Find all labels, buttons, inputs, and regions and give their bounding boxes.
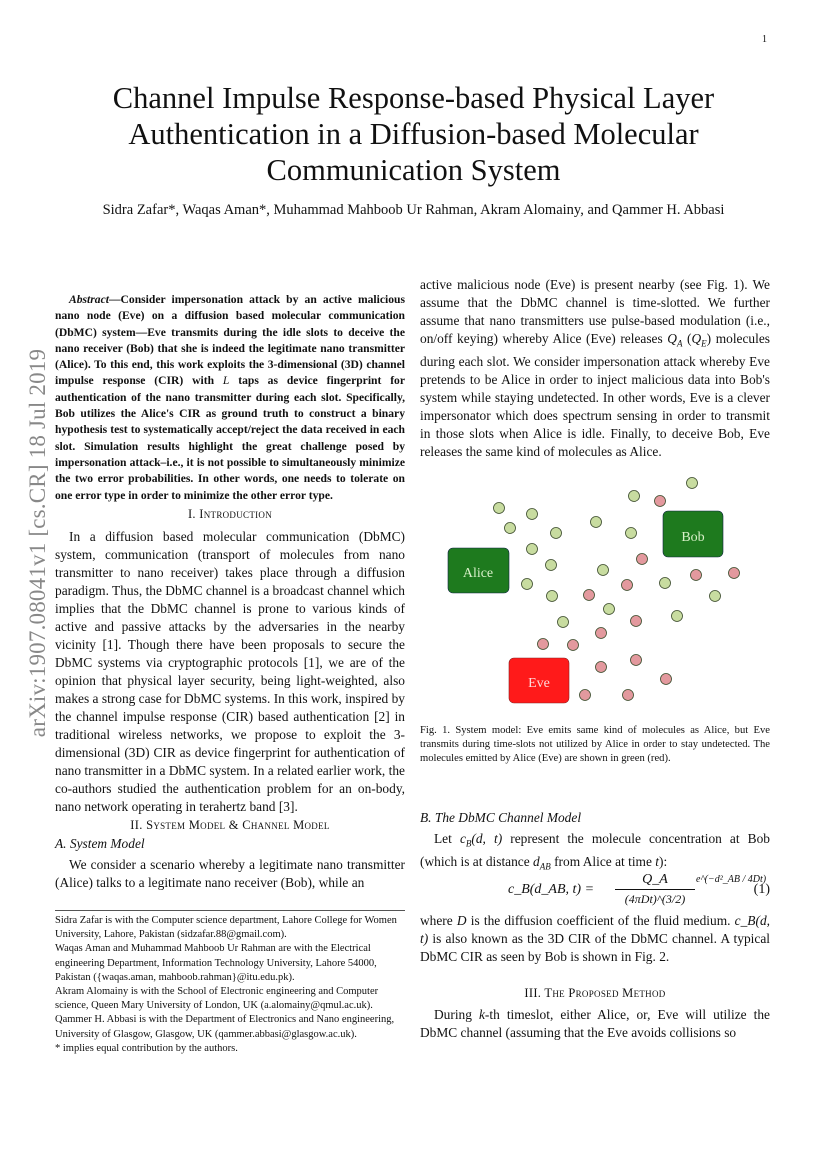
alice-molecule [604,604,615,615]
abstract-text: —Consider impersonation attack by an active malicious nano node (Eve) on a diffusion based molecular communication (DbMC) system—Eve transmits during the idle slots to deceive the nano receiver (Bob) that she is indeed the legitimate nano transmitter (Alice). To this end, this work exploits the 3-dimensional (3D) channel impulse response (CIR) with [55,293,405,388]
eve-label: Eve [528,676,550,691]
footnote: Sidra Zafar is with the Computer science department, Lahore College for Women University, Lahore, Pakistan (sidzafar.88@gmail.com). [55,915,397,941]
text: from Alice at time [550,853,656,869]
eve-molecule [596,628,607,639]
eve-molecule [655,496,666,507]
alice-molecule [687,478,698,489]
alice-molecule [591,517,602,528]
figure-caption: Fig. 1. System model: Eve emits same kind of molecules as Alice, but Eve transmits during time-slots not utilized by Alice in order to stay undetected. The molecules emitted by Alice (Eve) are shown in green (red). [420,725,770,764]
footnote: * implies equal contribution by the authors. [55,1042,238,1054]
alice-label: Alice [462,566,494,581]
eve-molecule [729,568,740,579]
math-sub: A [676,338,683,349]
text: During [434,1007,479,1022]
math-sub: B [465,838,472,849]
math: (d, t) [471,831,503,846]
arxiv-stamp: arXiv:1907.08041v1 [cs.CR] 18 Jul 2019 [25,348,50,738]
math: c [459,831,466,846]
eve-molecule [631,655,642,666]
intro-paragraph: In a diffusion based molecular communication (DbMC) system, communication (transport of molecules from nano transmitter to nano receiver) takes place through a diffusion paradigm. Thus, the DbMC channel is a broadcast channel which implies that the DbMC channel is prone to various kinds of active and passive attacks by the adversaries in the nearby vicinity [1]. Though there have been proposals to secure the DbMC systems via cryptographic protocols [1], we are of the opinion that physical layer security, being light-weighted, also makes a strong case for DbMC systems. In this work, inspired by the channel impulse response (CIR) based authentication [2] in traditional wireless networks, we propose to exploit the 3-dimensional (3D) CIR as device fingerprint for authentication of nano transmitter in a DbMC system. In a related earlier work, the co-authors studied the authentication problem for an on-body, nano network operating in terahertz band [3]. [55,529,405,814]
eve-molecule [661,674,672,685]
diffusion-paragraph [420,912,770,966]
alice-molecule [527,544,538,555]
text: molecules during each slot. We consider impersonation attack whereby Eve pretends to be Alice in order to inject malicious data into Bob's system while staying undetected. In other words, Eve is a clever impersonator which does spectrum sensing in order to transmit in those slots when Alice is idle. Finally, to deceive Bob, Eve releases the same kind of molecules as Alice. [420,331,770,459]
abstract-text-cont: taps as device fingerprint for authentication of the nano transmitter during each slot. Specifically, Bob utilizes the Alice's CIR as ground truth to construct a binary hypothesis test to systematically accept/reject the data received in each slot. Simulation results highlight the great challenge posed by impersonation attack–i.e., it is not possible to simultaneously minimize the two error probabilities. In other words, one needs to tolerate on one error type in order to minimize the other error type. [55,374,406,502]
eve-molecule [596,662,607,673]
math-L: L [222,374,230,388]
alice-molecule [558,617,569,628]
equation-number: (1) [753,882,770,897]
alice-molecule [629,491,640,502]
alice-molecule [626,528,637,539]
equation-numerator: Q_A [642,872,668,887]
footnote: Waqas Aman and Muhammad Mahboob Ur Rahman are with the Electrical engineering Department, Information Technology University, Lahore 54000, Pakistan ({waqas.aman, mahboob.rahman}@itu.edu.pk). [55,943,377,983]
channel-model-paragraph [420,830,770,875]
section-heading-proposed-method: III. The Proposed Method [524,986,666,1000]
paper-title: Channel Impulse Response-based Physical Layer Authentication in a Diffusion-based Molecular Communication System [112,81,715,187]
text: where [420,913,457,928]
equation-lhs: c_B(d_AB, t) = [508,882,595,897]
math: t [655,853,659,869]
section-heading-introduction: I. Introduction [187,507,273,521]
text: active malicious node (Eve) is present nearby (see Fig. 1). We assume that the DbMC channel is time-slotted. We further assume that nano transmitters use pulse-based modulation (i.e., on/off keying) whereby Alice (Eve) releases [420,277,770,346]
bob-label: Bob [681,530,705,545]
text: is the diffusion coefficient of the fluid medium. [466,913,735,928]
eve-molecule [637,554,648,565]
alice-molecule [522,579,533,590]
eve-molecule [568,640,579,651]
alice-molecule [505,523,516,534]
math-QA: Q [667,331,677,346]
footnote: Qammer H. Abbasi is with the Department of Electronics and Nano engineering, University of Glasgow, Glasgow, UK (qammer.abbasi@glasgow.ac.uk). [55,1014,395,1040]
alice-molecule [598,565,609,576]
math: c_B(d, t) [420,913,770,946]
text: ): [658,853,668,869]
equation-exponential: e^(−d²_AB / 4Dt) [696,874,767,885]
system-model-paragraph: We consider a scenario whereby a legitimate nano transmitter (Alice) talks to a legitimate nano receiver (Bob), while an [55,857,405,890]
math: D [456,913,467,928]
method-paragraph [420,1006,770,1042]
eve-molecule [691,570,702,581]
alice-molecule [546,560,557,571]
equation-denominator: (4πDt)^(3/2) [624,892,686,906]
eve-molecule [538,639,549,650]
page-number: 1 [762,34,767,45]
alice-molecule [672,611,683,622]
eve-molecule [623,690,634,701]
eve-molecule [584,590,595,601]
subsection-heading-system-model: A. System Model [55,836,145,851]
fraction-bar [615,889,695,890]
alice-molecule [547,591,558,602]
section-heading-system-model: II. System Model & Channel Model [130,818,330,832]
math: d [533,853,540,869]
math-sub: AB [539,861,551,872]
alice-molecule [660,578,671,589]
footnote: Akram Alomainy is with the School of Electronic engineering and Computer science, Queen Mary University of London, UK (a.alomainy@qmul.ac.uk). [55,986,379,1012]
eve-molecule [580,690,591,701]
text: Let [434,831,460,846]
author-list: Sidra Zafar*, Waqas Aman*, Muhammad Mahboob Ur Rahman, Akram Alomainy, and Qammer H. Abbasi [102,202,725,218]
alice-molecule [710,591,721,602]
text: represent the molecule concentration at Bob (which is at distance [420,831,770,869]
alice-molecule [551,528,562,539]
text: is also known as the 3D CIR of the DbMC channel. A typical DbMC CIR as seen by Bob is shown in Fig. 2. [420,931,770,964]
math-sub: E [701,338,707,349]
subsection-heading-channel-model: B. The DbMC Channel Model [420,810,582,825]
eve-molecule [631,616,642,627]
abstract-label: Abstract [69,293,109,306]
eve-molecule [622,580,633,591]
alice-molecule [494,503,505,514]
math: k [478,1007,485,1022]
alice-molecule [527,509,538,520]
math-QE: Q [691,331,702,346]
text: -th timeslot, either Alice, or, Eve will utilize the DbMC channel (assuming that the Eve avoids collisions so [420,1007,770,1040]
system-model-paragraph-cont: active malicious node (Eve) is present nearby (see Fig. 1). We assume that the DbMC channel is time-slotted. We further assume that nano transmitters use pulse-based modulation (i.e., on/off keying) whereby Alice (Eve) releases $Q_A$ $(Q_E)$ molecules during each slot. We consider impersonation attack whereby Eve pretends to be Alice in order to inject malicious data into Bob's system while staying undetected. In other words, Eve is a clever impersonator which does spectrum sensing in order to transmit in those slots when Alice is idle. Finally, to deceive Bob, Eve releases the same kind of molecules as Alice. [420,277,770,459]
